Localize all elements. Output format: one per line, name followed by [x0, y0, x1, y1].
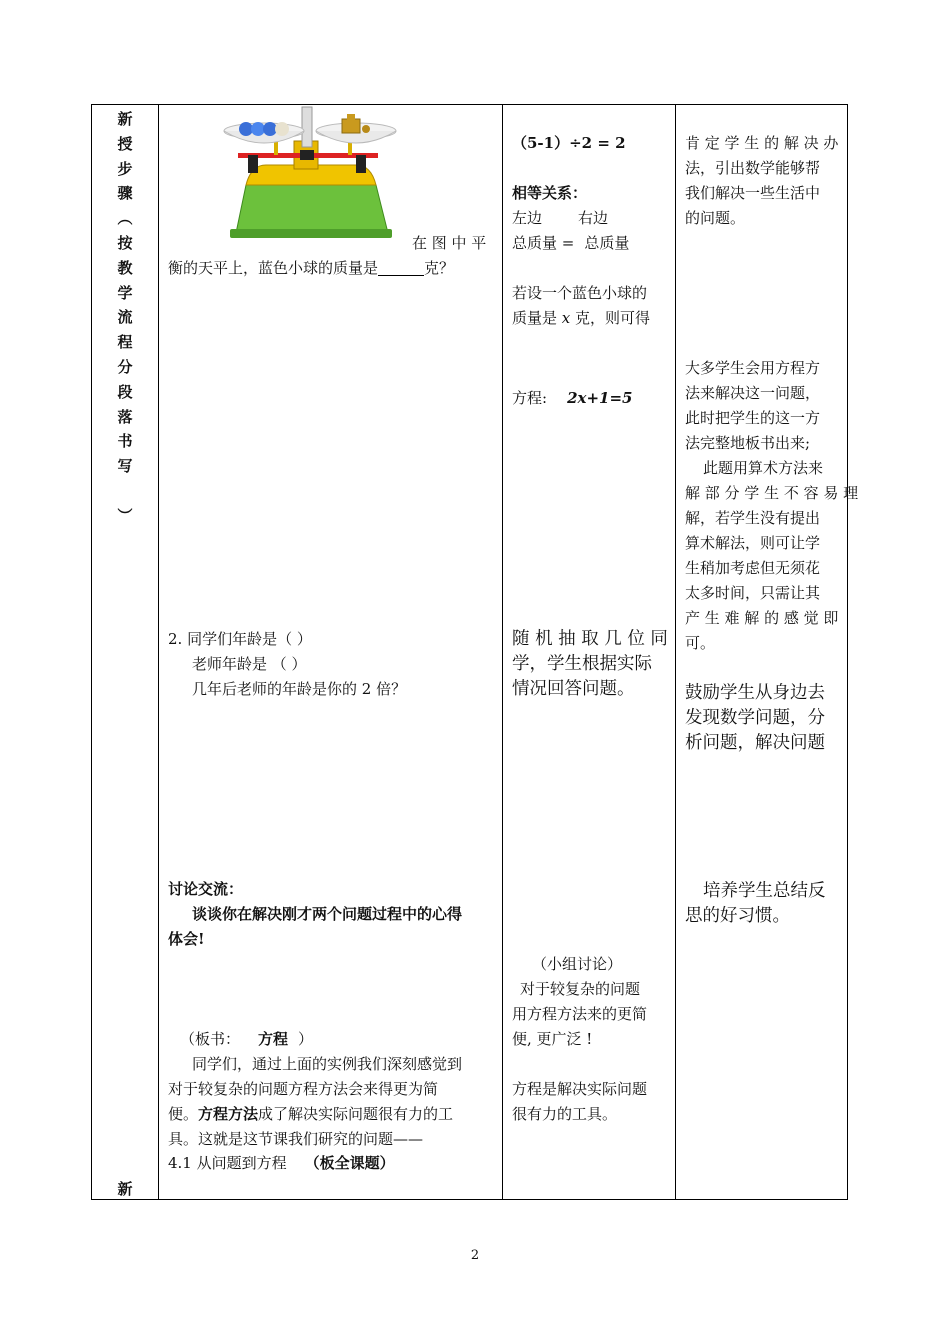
design-intent-note: 我们解决一些生活中: [685, 184, 821, 202]
group-discussion-note: 便, 更广泛 !: [512, 1030, 593, 1048]
board-note: （板书： 方程 ）: [180, 1030, 314, 1048]
discussion-prompt: 谈谈你在解决刚才两个问题过程中的心得: [192, 905, 463, 923]
question-1-text: 衡的天平上，蓝色小球的质量是 克？: [168, 259, 455, 277]
random-selection-note: 学，学生根据实际: [512, 654, 652, 674]
vertical-heading: 新 授 步 骤 ︵ 按 教 学 流 程 分 段 落 书 写 ︶: [117, 110, 133, 525]
design-intent-note: 法，引出数学能够帮: [685, 159, 821, 177]
discussion-prompt: 体会!: [168, 930, 205, 948]
answer-blank: [378, 259, 424, 276]
design-intent-note: 太多时间，只需让其: [685, 584, 821, 602]
column-divider: [158, 105, 159, 1199]
question-1-text: 在 图 中 平: [412, 234, 487, 252]
design-intent-note: 产 生 难 解 的 感 觉 即: [685, 609, 839, 627]
equation-tool-note: 方程是解决实际问题: [512, 1080, 648, 1098]
design-intent-note: 法来解决这一问题，: [685, 384, 821, 402]
question-2-text: 几年后老师的年龄是你的 2 倍？: [192, 680, 407, 698]
design-intent-note: 解，若学生没有提出: [685, 509, 821, 527]
design-intent-note: 此题用算术方法来: [703, 459, 824, 477]
question-2-text: 2. 同学们年龄是（ ）: [168, 630, 312, 648]
design-intent-note: 解 部 分 学 生 不 容 易 理: [685, 484, 859, 502]
equality-title: 相等关系：: [512, 184, 588, 202]
variable-setup: 若设一个蓝色小球的: [512, 284, 648, 302]
design-intent-note: 培养学生总结反: [703, 881, 826, 901]
question-2-text: 老师年龄是 （ ）: [192, 655, 307, 673]
design-intent-note: 可。: [685, 634, 716, 652]
lesson-title-line: 4.1 从问题到方程 （板全课题）: [168, 1154, 395, 1172]
bottom-heading-char: 新: [117, 1180, 133, 1198]
design-intent-note: 大多学生会用方程方: [685, 359, 821, 377]
section-heading-column: [92, 105, 158, 1199]
random-selection-note: 情况回答问题。: [512, 679, 635, 699]
random-selection-note: 随 机 抽 取 几 位 同: [512, 629, 668, 649]
design-intent-note: 析问题，解决问题: [685, 733, 825, 753]
design-intent-note: 的问题。: [685, 209, 746, 227]
group-discussion-note: （小组讨论）: [532, 955, 623, 973]
arithmetic-formula: （5-1）÷2 = 2: [512, 134, 626, 152]
design-intent-note: 算术解法，则可让学: [685, 534, 821, 552]
equation-tool-note: 很有力的工具。: [512, 1105, 618, 1123]
equality-totals: 总质量 = 总质量: [512, 234, 630, 252]
balance-scale-image: [216, 105, 398, 240]
group-discussion-note: 用方程方法来的更简: [512, 1005, 648, 1023]
design-intent-note: 生稍加考虑但无须花: [685, 559, 821, 577]
design-intent-note: 法完整地板书出来;: [685, 434, 811, 452]
summary-paragraph: 对于较复杂的问题方程方法会来得更为简: [168, 1080, 439, 1098]
equation-line: 方程: 2x+1=5: [512, 389, 633, 407]
discussion-title: 讨论交流：: [168, 880, 244, 898]
design-intent-note: 肯 定 学 生 的 解 决 办: [685, 134, 839, 152]
variable-setup: 质量是 x 克，则可得: [512, 309, 651, 327]
page-number: 2: [470, 1248, 480, 1263]
lesson-table: [91, 104, 859, 1200]
equality-sides: 左边 右边: [512, 209, 609, 227]
design-intent-note: 此时把学生的这一方: [685, 409, 821, 427]
summary-paragraph: 具。这就是这节课我们研究的问题——: [168, 1130, 424, 1148]
column-divider: [675, 105, 676, 1199]
group-discussion-note: 对于较复杂的问题: [520, 980, 641, 998]
summary-paragraph: 同学们，通过上面的实例我们深刻感觉到: [192, 1055, 463, 1073]
summary-paragraph: 便。方程方法成了解决实际问题很有力的工: [168, 1105, 454, 1123]
design-intent-note: 发现数学问题，分: [685, 708, 825, 728]
column-divider: [502, 105, 503, 1199]
design-intent-note: 鼓励学生从身边去: [685, 683, 825, 703]
design-intent-note: 思的好习惯。: [685, 906, 790, 926]
